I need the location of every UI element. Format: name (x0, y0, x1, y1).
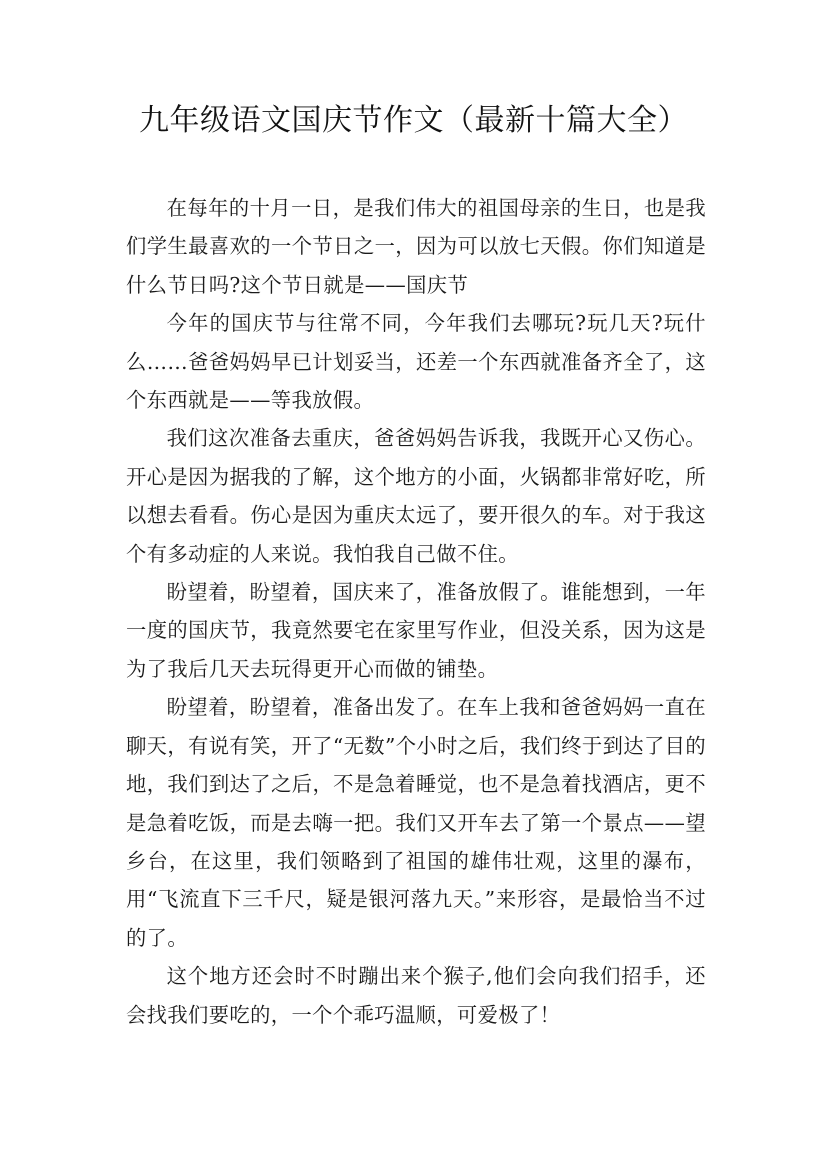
paragraph: 这个地方还会时不时蹦出来个猴子,他们会向我们招手，还会找我们要吃的，一个个乖巧温顺，可爱极了！ (126, 964, 706, 1027)
paragraph: 我们这次准备去重庆，爸爸妈妈告诉我，我既开心又伤心。开心是因为据我的了解，这个地方的小面，火锅都非常好吃，所以想去看看。伤心是因为重庆太远了，要开很久的车。对于我这个有多动症的人来说。我怕我自己做不住。 (126, 426, 706, 566)
document-title: 九年级语文国庆节作文（最新十篇大全） (139, 103, 688, 138)
paragraph: 盼望着，盼望着，准备出发了。在车上我和爸爸妈妈一直在聊天，有说有笑，开了“无数”个小时之后，我们终于到达了目的地，我们到达了之后，不是急着睡觉，也不是急着找酒店，更不是急着吃饭，而是去嗨一把。我们又开车去了第一个景点——望乡台，在这里，我们领略到了祖国的雄伟壮观，这里的瀑布，用“飞流直下三千尺，疑是银河落九天。”来形容，是最恰当不过的了。 (126, 695, 706, 950)
paragraph: 今年的国庆节与往常不同，今年我们去哪玩?玩几天?玩什么……爸爸妈妈早已计划妥当，还差一个东西就准备齐全了，这个东西就是——等我放假。 (126, 311, 706, 413)
document-body (126, 189, 706, 1034)
paragraph: 盼望着，盼望着，国庆来了，准备放假了。谁能想到，一年一度的国庆节，我竟然要宅在家里写作业，但没关系，因为这是为了我后几天去玩得更开心而做的铺垫。 (126, 580, 706, 681)
paragraph: 在每年的十月一日，是我们伟大的祖国母亲的生日，也是我们学生最喜欢的一个节日之一，因为可以放七天假。你们知道是什么节日吗?这个节日就是——国庆节 (126, 196, 706, 297)
